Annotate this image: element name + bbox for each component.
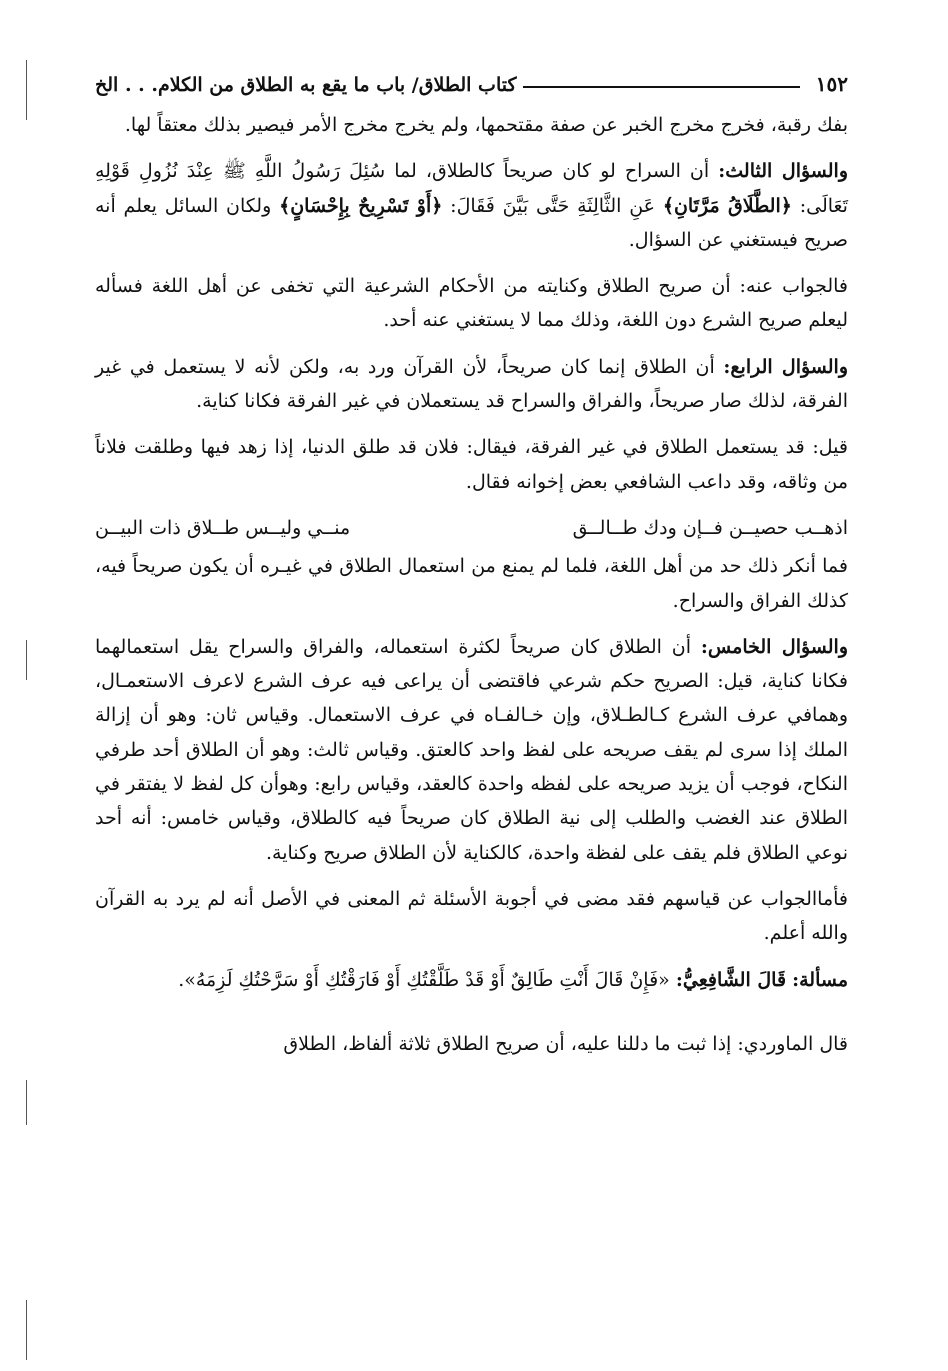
question-heading: والسؤال الثالث: xyxy=(718,160,849,183)
margin-rule-bottom xyxy=(26,1300,27,1360)
paragraph-question-3 xyxy=(95,154,848,257)
margin-rule-middle xyxy=(26,640,27,680)
header-rule xyxy=(523,86,800,88)
paragraph-text: عَنِ الثَّالِثَةِ حَتَّى بَيَّنَ فَقَالَ: xyxy=(450,194,655,217)
paragraph-text: ولكان السائل يعلم أنه صريح فيستغني عن السؤال. xyxy=(95,194,848,251)
paragraph-reply-4 xyxy=(95,430,848,499)
paragraph-after-poem xyxy=(95,549,848,618)
paragraph-text: فما أنكر ذلك حد من أهل اللغة، فلما لم يمنع من استعمال الطلاق في غيـره أن يكون صريحاً فيه، كذلك الفراق والسراح. xyxy=(95,555,848,612)
poem-first-hemistich: اذهــب حصيــن فــإن ودك طــالــق xyxy=(572,516,848,539)
paragraph-1 xyxy=(95,108,848,142)
quran-quote: ﴿أَوْ تَسْرِيحٌ بِإِحْسَانٍ﴾ xyxy=(279,194,443,217)
paragraph-answer-3 xyxy=(95,269,848,338)
paragraph-text: بفك رقبة، فخرج مخرج الخبر عن صفة مقتحمها، ولم يخرج مخرج الأمر فيصير بذلك معتقاً لها. xyxy=(124,114,848,136)
main-text xyxy=(95,108,848,1073)
paragraph-text: فالجواب عنه: أن صريح الطلاق وكنايته من الأحكام الشرعية التي تخفى عن أهل اللغة فسأله ليعلم صريح الشرع دون اللغة، وذلك مما لا يستغني عنه أحد. xyxy=(95,275,848,332)
paragraph-text: أن الطلاق كان صريحاً لكثرة استعماله، والفراق والسراح يقل استعمالهما فكانا كناية، قيل: الصريح حكم شرعي فاقتضى أن يراعى فيه عرف الشرع لاعرف الاستعمـال، وهمافي عرف الشرع كـالطـلاق، وإن خـالفـاه في عرف الاستعمال. وقياس ثان: وهو أن إزالة الملك إذا سرى لم يقف صريحه على لفظ واحد كالعتق. وقياس ثالث: وهو أن الطلاق أحد طرفي النكاح، فوجب أن يزيد صريحه على لفظه واحدة كالعقد، وقياس رابع: وهوأن كل لفظ لا يفتقر في الطلاق عند الغضب والطلب إلى نية الطلاق كان صريحاً فيه كالطلاق، وقياس خامس: أنه أحد نوعي الطلاق فلم يقف على لفظة واحدة، كالكناية لأن الطلاق صريح وكناية. xyxy=(95,635,848,864)
page-number: ١٥٢ xyxy=(815,72,848,96)
paragraph-answer-analogies xyxy=(95,882,848,951)
masala-speaker: قَالَ الشَّافِعِيُّ: xyxy=(675,968,787,991)
masala-paragraph xyxy=(95,963,848,997)
margin-rule-lower xyxy=(26,1080,27,1125)
running-title: كتاب الطلاق/ باب ما يقع به الطلاق من الكلام. . . الخ xyxy=(95,74,517,96)
paragraph-mawardi xyxy=(95,1027,848,1061)
paragraph-question-4 xyxy=(95,350,848,419)
masala-text: «فَإِنْ قَالَ أَنْتِ طَالِقٌ أَوْ قَدْ طَلَّقْتُكِ أَوْ فَارَقْتُكِ أَوْ سَرَّحْتُكِ لَزِمَهُ». xyxy=(178,968,670,991)
question-heading: والسؤال الخامس: xyxy=(700,635,848,658)
page-header xyxy=(95,62,848,96)
paragraph-text: أن الطلاق إنما كان صريحاً، لأن القرآن ورد به، ولكن لأنه لا يستعمل في غير الفرقة، لذلك صار صريحاً، والفراق والسراح قد يستعملان في غير الفرقة فكانا كناية. xyxy=(95,355,848,413)
margin-rule-top xyxy=(26,60,27,120)
poem-second-hemistich: منــي وليــس طــلاق ذات البيــن xyxy=(95,516,351,539)
poem-verse xyxy=(95,511,848,545)
paragraph-text: فأماالجواب عن قياسهم فقد مضى في أجوبة الأسئلة ثم المعنى في الأصل أنه لم يرد به القرآن والله أعلم. xyxy=(95,887,848,945)
quran-quote: ﴿الطَّلَاقُ مَرَّتَانِ﴾ xyxy=(662,194,792,217)
masala-heading: مسألة: xyxy=(792,968,848,991)
paragraph-text: قيل: قد يستعمل الطلاق في غير الفرقة، فيقال: فلان قد طلق الدنيا، إذا زهد فيها وطلقت فلاناً من وثاقه، وقد داعب الشافعي بعض إخوانه فقال. xyxy=(95,436,848,493)
paragraph-text: قال الماوردي: إذا ثبت ما دللنا عليه، أن صريح الطلاق ثلاثة ألفاظ، الطلاق xyxy=(283,1032,848,1055)
question-heading: والسؤال الرابع: xyxy=(723,355,848,378)
paragraph-question-5 xyxy=(95,630,848,870)
paragraph-text: أن السراح لو كان صريحاً كالطلاق، لما سُئِلَ رَسُولُ اللَّهِ ﷺ عِنْدَ نُزُولِ قَوْلِهِ تَعَالَى: xyxy=(95,160,848,217)
